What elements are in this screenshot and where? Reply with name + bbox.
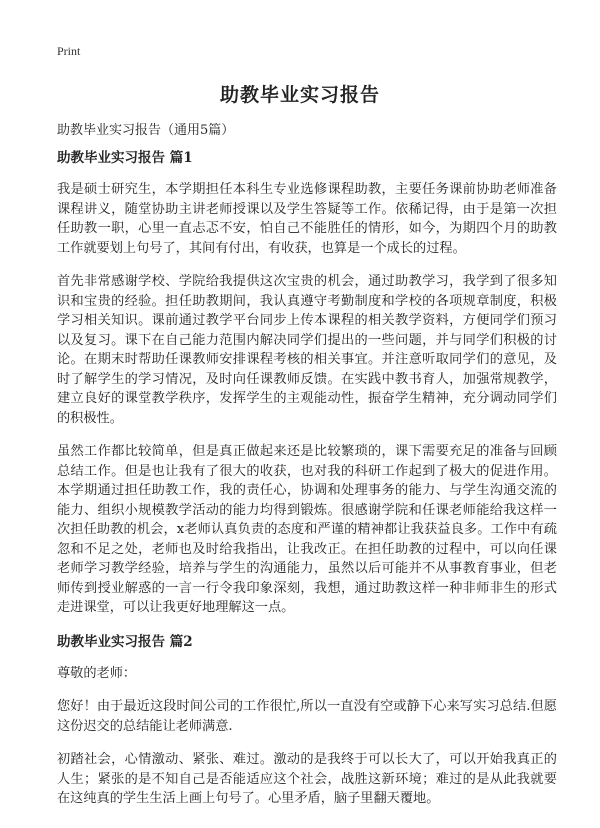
section-2-paragraph-2: 您好！由于最近这段时间公司的工作很忙,所以一直没有空或静下心来写实习总结.但愿这份迟交的总结能让老师满意.: [57, 699, 557, 734]
section-1-paragraph-3: 虽然工作都比较简单，但是真正做起来还是比较繁琐的，课下需要充足的准备与回顾总结工作。但是也让我有了很大的收获，也对我的科研工作起到了极大的促进作用。本学期通过担任助教工作，我的责任心，协调和处理事务的能力、与学生沟通交流的能力、组织小规模教学活动的能力均得到锻炼。很感谢学院和任课老师能给我这样一次担任助教的机会，x老师认真负责的态度和严谨的精神都让我获益良多。工作中有疏忽和不足之处，老师也及时给我指出，让我改正。在担任助教的过程中，可以向任课老师学习教学经验，培养与学生的沟通能力，虽然以后可能并不从事教育事业，但老师传到授业解惑的一言一行令我印象深刻，我想，通过助教这样一种非师非生的形式走进课堂，可以让我更好地理解这一点。: [57, 444, 557, 615]
section-heading-1: 助教毕业实习报告 篇1: [57, 150, 193, 166]
article-body: [57, 148, 557, 823]
page-title: 助教毕业实习报告: [219, 84, 380, 106]
section-1-paragraph-2: 首先非常感谢学校、学院给我提供这次宝贵的机会，通过助教学习，我学到了很多知识和宝贵的经验。担任助教期间，我认真遵守考勤制度和学校的各项规章制度，积极学习相关知识。课前通过教学平台同步上传本课程的相关教学资料，方便同学们预习以及复习。课下在自己能力范围内解决同学们提出的一些问题，并与同学们积极的讨论。在期末时帮助任课教师安排课程考核的相关事宜。并注意听取同学们的意见，及时了解学生的学习情况，及时向任课教师反馈。在实践中教书育人，加强常规教学，建立良好的课堂教学秩序，发挥学生的主观能动性，振奋学生精神，充分调动同学们的积极性。: [57, 274, 557, 426]
section-heading-2: 助教毕业实习报告 篇2: [57, 633, 193, 650]
print-link[interactable]: Print: [57, 44, 81, 58]
section-1-paragraph-1: 我是硕士研究生，本学期担任本科生专业选修课程助教，主要任务课前协助老师准备课程讲义，随堂协助主讲老师授课以及学生答疑等工作。依稀记得，由于是第一次担任助教一职，心里一直忐忑不安，怕自己不能胜任的情形，如今，为期四个月的助教工作就要划上句号了，其间有付出，有收获，也算是一个成长的过程。: [57, 182, 557, 256]
page-subtitle: 助教毕业实习报告（通用5篇）: [57, 123, 235, 138]
section-2-paragraph-3: 初踏社会，心情激动、紧张、难过。激动的是我终于可以长大了，可以开始我真正的人生；紧张的是不知自己是否能适应这个社会，战胜这新环境；难过的是从此我就要在这纯真的学生生活上画上句号了。心里矛盾，脑子里翻天覆地。: [57, 752, 557, 806]
section-2-paragraph-1: 尊敬的老师：: [57, 665, 137, 681]
